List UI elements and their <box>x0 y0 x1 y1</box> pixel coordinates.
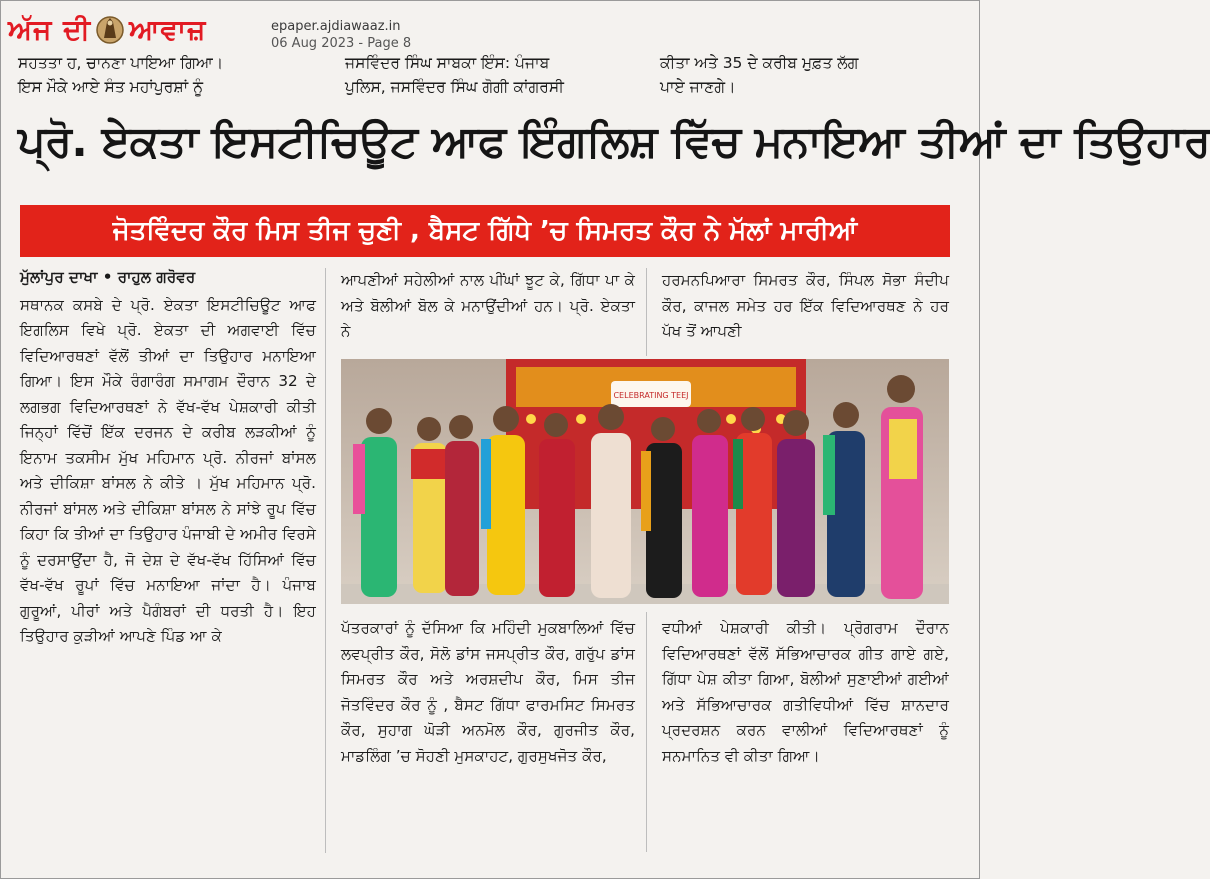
article-column-2-bottom <box>341 616 635 769</box>
column-divider <box>646 268 647 356</box>
cutoff-col3-line2: ਪਾਏ ਜਾਣਗੇ। <box>660 78 736 96</box>
article-column-2-top <box>341 268 635 345</box>
cutoff-col1-line1: ਸਹਤਤਾ ਹ, ਚਾਨਣਾ ਪਾਇਆ ਗਿਆ। <box>18 54 224 72</box>
article-body-col3-bottom: ਵਧੀਆਂ ਪੇਸ਼ਕਾਰੀ ਕੀਤੀ। ਪ੍ਰੋਗਰਾਮ ਦੌਰਾਨ ਵਿਦਿਆਰਥਣਾਂ ਵੱਲੋਂ ਸੱਭਿਆਚਾਰਕ ਗੀਤ ਗਾਏ ਗਏ, ਗਿੱਧਾ ਪੇਸ਼ ਕੀਤਾ ਗਿਆ, ਬੋਲੀਆਂ ਸੁਣਾਈਆਂ ਗਈਆਂ ਅਤੇ ਸੱਭਿਆਚਾਰਕ ਗਤੀਵਿਧੀਆਂ ਵਿੱਚ ਸ਼ਾਨਦਾਰ ਪ੍ਰਦਰਸ਼ਨ ਕਰਨ ਵਾਲੀਆਂ ਵਿਦਿਆਰਥਣਾਂ ਨੂੰ ਸਨਮਾਨਿਤ ਵੀ ਕੀਤਾ ਗਿਆ। <box>662 619 949 765</box>
article-body-col2-top: ਆਪਣੀਆਂ ਸਹੇਲੀਆਂ ਨਾਲ ਪੀਂਘਾਂ ਝੂਟ ਕੇ, ਗਿੱਧਾ ਪਾ ਕੇ ਅਤੇ ਬੋਲੀਆਂ ਬੋਲ ਕੇ ਮਨਾਉਂਦੀਆਂ ਹਨ। ਪ੍ਰੋ. ਏਕਤਾ ਨੇ <box>341 271 635 340</box>
subheadline-banner: ਜੋਤਵਿੰਦਰ ਕੌਰ ਮਿਸ ਤੀਜ ਚੁਣੀ , ਬੈਸਟ ਗਿੱਧੇ ’ਚ ਸਿਮਰਤ ਕੌਰ ਨੇ ਮੱਲਾਂ ਮਾਰੀਆਂ <box>20 205 950 257</box>
byline: ਮੁੱਲਾਂਪੁਰ ਦਾਖਾ • ਰਾਹੁਲ ਗਰੋਵਰ <box>20 268 196 286</box>
logo-text-right: ਆਵਾਜ਼ <box>129 13 207 46</box>
column-divider <box>325 268 326 853</box>
headline: ਪ੍ਰੋ. ਏਕਤਾ ਇਸਟੀਚਿਊਟ ਆਫ ਇੰਗਲਿਸ਼ ਵਿੱਚ ਮਨਾਇਆ ਤੀਆਂ ਦਾ ਤਿਉਹਾਰ <box>18 117 1210 167</box>
newspaper-logo[interactable] <box>8 10 206 50</box>
cutoff-col2-line2: ਪੁਲਿਸ, ਜਸਵਿੰਦਰ ਸਿੰਘ ਗੋਗੀ ਕਾਂਗਰਸੀ <box>345 78 564 96</box>
cutoff-col3-line1: ਕੀਤਾ ਅਤੇ 35 ਦੇ ਕਰੀਬ ਮੁਫ਼ਤ ਲੱਗ <box>660 54 859 72</box>
article-column-3-bottom <box>662 616 949 769</box>
article-body-col1: ਸਥਾਨਕ ਕਸਬੇ ਦੇ ਪ੍ਰੋ. ਏਕਤਾ ਇਸਟੀਚਿਊਟ ਆਫ ਇਗਲਿਸ ਵਿਖੇ ਪ੍ਰੋ. ਏਕਤਾ ਦੀ ਅਗਵਾਈ ਵਿੱਚ ਵਿਦਿਆਰਥਣਾਂ ਵੱਲੋਂ ਤੀਆਂ ਦਾ ਤਿਉਹਾਰ ਮਨਾਇਆ ਗਿਆ। ਇਸ ਮੌਕੇ ਰੰਗਾਰੰਗ ਸਮਾਗਮ ਦੌਰਾਨ 32 ਦੇ ਲਗਭਗ ਵਿਦਿਆਰਥਣਾਂ ਨੇ ਵੱਖ-ਵੱਖ ਪੇਸ਼ਕਾਰੀ ਕੀਤੀ ਜਿਨ੍ਹਾਂ ਵਿੱਚੋਂ ਇੱਕ ਦਰਜਨ ਦੇ ਕਰੀਬ ਲੜਕੀਆਂ ਨੂੰ ਇਨਾਮ ਤਕਸੀਮ ਮੁੱਖ ਮਹਿਮਾਨ ਪ੍ਰੋ. ਨੀਰਜਾਂ ਬਾਂਸਲ ਅਤੇ ਦੀਕਿਸ਼ਾ ਬਾਂਸਲ ਨੇ ਕੀਤੇ । ਮੁੱਖ ਮਹਿਮਾਨ ਪ੍ਰੋ. ਨੀਰਜਾਂ ਬਾਂਸਲ ਅਤੇ ਦੀਕਿਸ਼ਾ ਬਾਂਸਲ ਨੇ ਸਾਂਝੇ ਰੂਪ ਵਿੱਚ ਕਿਹਾ ਕਿ ਤੀਆਂ ਦਾ ਤਿਉਹਾਰ ਪੰਜਾਬੀ ਦੇ ਅਮੀਰ ਵਿਰਸੇ ਨੂੰ ਦਰਸਾਉਂਦਾ ਹੈ, ਜੋ ਦੇਸ਼ ਦੇ ਵੱਖ-ਵੱਖ ਹਿੱਸਿਆਂ ਵਿੱਚ ਵੱਖ-ਵੱਖ ਰੂਪਾਂ ਵਿੱਚ ਮਨਾਇਆ ਜਾਂਦਾ ਹੈ। ਪੰਜਾਬ ਗੁਰੂਆਂ, ਪੀਰਾਂ ਅਤੇ ਪੈਗੰਬਰਾਂ ਦੀ ਧਰਤੀ ਹੈ। ਇਹ ਤਿਉਹਾਰ ਕੁੜੀਆਂ ਆਪਣੇ ਪਿੰਡ ਆ ਕੇ <box>20 295 316 645</box>
article-column-1 <box>20 265 316 650</box>
photo-banner-text: CELEBRATING TEEJ <box>613 391 689 400</box>
article-body-col3-top: ਹਰਮਨਪਿਆਰਾ ਸਿਮਰਤ ਕੌਰ, ਸਿੰਪਲ ਸੋਭਾ ਸੰਦੀਪ ਕੌਰ, ਕਾਜਲ ਸਮੇਤ ਹਰ ਇੱਕ ਵਿਦਿਆਰਥਣ ਨੇ ਹਰ ਪੱਖ ਤੋਂ ਆਪਣੀ <box>662 271 949 340</box>
site-url[interactable]: epaper.ajdiawaaz.in <box>271 19 401 34</box>
article-column-3-top <box>662 268 949 345</box>
event-photo-illustration <box>341 359 949 604</box>
eagle-emblem-icon <box>95 12 125 48</box>
date-page: 06 Aug 2023 - Page 8 <box>271 36 412 51</box>
logo-text-left: ਅੱਜ ਦੀ <box>8 13 92 46</box>
edition-info <box>271 18 411 52</box>
article-body-col2-bottom: ਪੱਤਰਕਾਰਾਂ ਨੂੰ ਦੱਸਿਆ ਕਿ ਮਹਿੰਦੀ ਮੁਕਬਾਲਿਆਂ ਵਿੱਚ ਲਵਪ੍ਰੀਤ ਕੌਰ, ਸੋਲੋ ਡਾਂਸ ਜਸਪ੍ਰੀਤ ਕੌਰ, ਗਰੁੱਪ ਡਾਂਸ ਸਿਮਰਤ ਕੌਰ ਅਤੇ ਅਰਸ਼ਦੀਪ ਕੌਰ, ਮਿਸ ਤੀਜ ਜੋਤਵਿੰਦਰ ਕੌਰ ਨੂੰ , ਬੈਸਟ ਗਿੱਧਾ ਫਾਰਮਸਿਟ ਸਿਮਰਤ ਕੌਰ, ਸੁਹਾਗ ਘੋੜੀ ਅਨਮੋਲ ਕੌਰ, ਗੁਰਜੀਤ ਕੌਰ, ਮਾਡਲਿੰਗ ’ਚ ਸੋਹਣੀ ਮੁਸਕਾਹਟ, ਗੁਰਸੁਖਜੋਤ ਕੌਰ, <box>341 619 635 765</box>
event-photo[interactable] <box>341 359 949 604</box>
cutoff-col1-line2: ਇਸ ਮੌਕੇ ਆਏ ਸੰਤ ਮਹਾਂਪੁਰਸ਼ਾਂ ਨੂੰ <box>18 78 204 96</box>
next-story-cutoff <box>0 866 980 879</box>
column-divider <box>646 612 647 852</box>
cutoff-col2-line1: ਜਸਵਿੰਦਰ ਸਿੰਘ ਸਾਬਕਾ ਇੰਸ: ਪੰਜਾਬ <box>345 54 550 72</box>
